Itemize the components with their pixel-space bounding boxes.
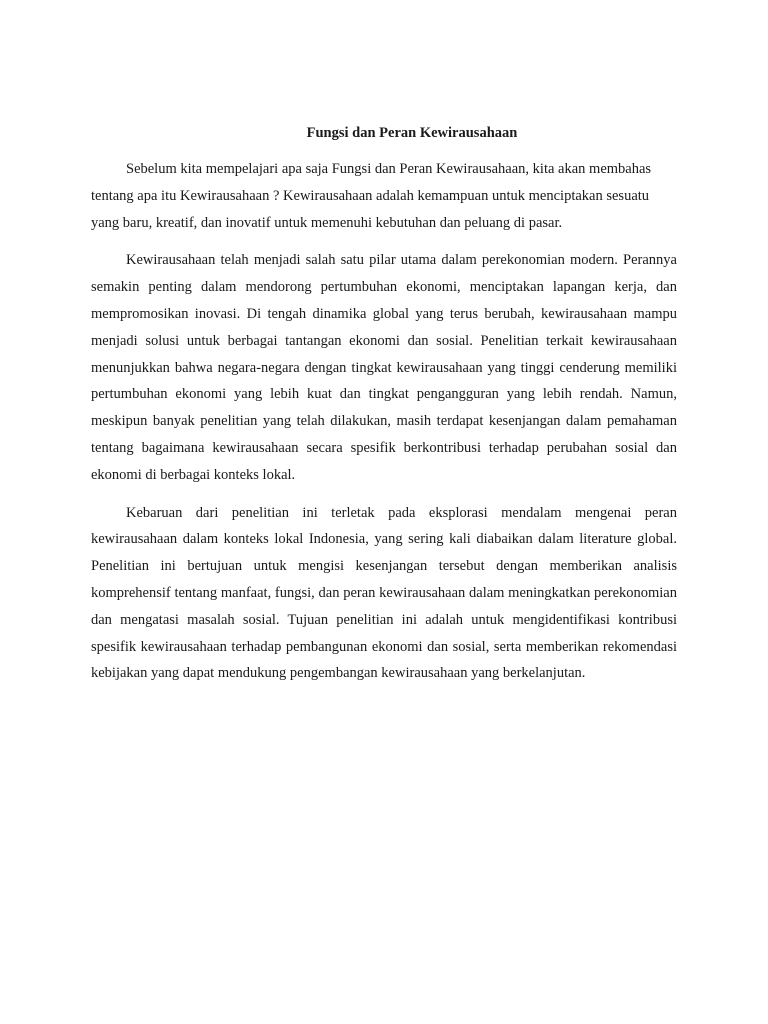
paragraph-novelty: Kebaruan dari penelitian ini terletak pada eksplorasi mendalam mengenai peran kewirausahaan dalam konteks lokal Indonesia, yang sering kali diabaikan dalam literature global. Penelitian ini bertujuan untuk mengisi kesenjangan tersebut dengan memberikan analisis komprehensif tentang manfaat, fungsi, dan peran kewirausahaan dalam meningkatkan perekonomian dan mengatasi masalah sosial. Tujuan penelitian ini adalah untuk mengidentifikasi kontribusi spesifik kewirausahaan terhadap pembangunan ekonomi dan sosial, serta memberikan rekomendasi kebijakan yang dapat mendukung pengembangan kewirausahaan yang berkelanjutan. (91, 504, 677, 682)
document-title: Fungsi dan Peran Kewirausahaan (306, 125, 518, 141)
paragraph-background: Kewirausahaan telah menjadi salah satu pilar utama dalam perekonomian modern. Perannya semakin penting dalam mendorong pertumbuhan ekonomi, menciptakan lapangan kerja, dan mempromosikan inovasi. Di tengah dinamika global yang terus berubah, kewirausahaan mampu menjadi solusi untuk berbagai tantangan ekonomi dan sosial. Penelitian terkait kewirausahaan menunjukkan bahwa negara-negara dengan tingkat kewirausahaan yang tinggi cenderung memiliki pertumbuhan ekonomi yang lebih kuat dan tingkat pengangguran yang lebih rendah. Namun, meskipun banyak penelitian yang telah dilakukan, masih terdapat kesenjangan dalam pemahaman tentang bagaimana kewirausahaan secara spesifik berkontribusi terhadap perubahan sosial dan ekonomi di berbagai konteks lokal. (91, 252, 677, 483)
paragraph-intro: Sebelum kita mempelajari apa saja Fungsi dan Peran Kewirausahaan, kita akan membahas tentang apa itu Kewirausahaan ? Kewirausahaan adalah kemampuan untuk menciptakan sesuatu yang baru, kreatif, dan inovatif untuk memenuhi kebutuhan dan peluang di pasar. (91, 161, 652, 231)
document-body (91, 122, 677, 698)
